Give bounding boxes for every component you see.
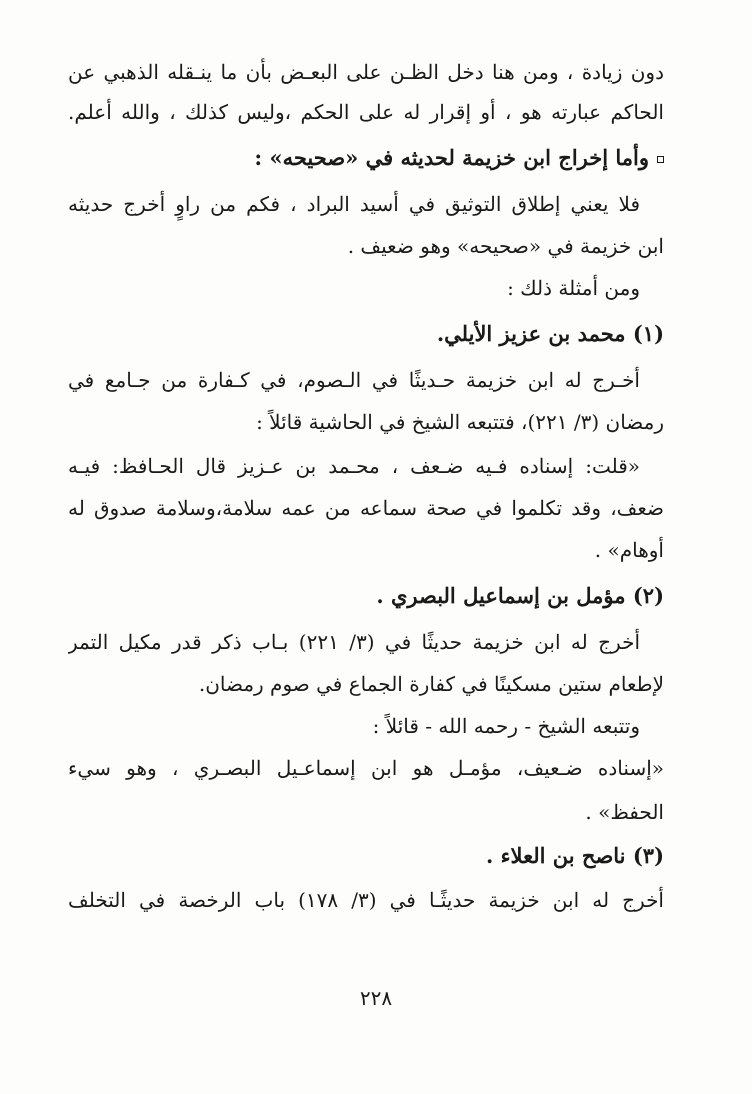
body-line-8: أخرج له ابن خزيمة حديثًا في (٣/ ٢٢١) بـاب ذكر قدر مكيل التمر [68, 630, 640, 654]
body-line-3: فلا يعني إطلاق التوثيق في أسيد البراد ، فكم من راوٍ أخرج حديثه [68, 192, 640, 216]
body-line-7: رمضان (٣/ ٢٢١)، فتتبعه الشيخ في الحاشية قائلاً : [256, 410, 664, 434]
narrator-heading-2: (٢) مؤمل بن إسماعيل البصري . [376, 583, 664, 608]
quote-line-1: «قلت: إسناده فـيه ضـعف ، محـمد بن عـزيز قال الحـافظ: فيـه [68, 454, 640, 478]
quote-line-4: «إسناده ضـعيف، مؤمـل هو ابن إسماعـيل البصـري ، وهو سيء [68, 756, 664, 780]
body-line-9: لإطعام ستين مسكينًا في كفارة الجماع في صوم رمضان. [198, 672, 664, 696]
section-heading [68, 138, 664, 178]
narrator-heading-3: (٣) ناصح بن العلاء . [486, 843, 664, 868]
body-line-10: وتتبعه الشيخ - رحمه الله - قائلاً : [372, 714, 640, 738]
quote-line-2: ضعف، وقد تكلموا في صحة سماعه من عمه سلامة،وسلامة صدوق له [68, 496, 664, 520]
body-line-5: ومن أمثلة ذلك : [507, 276, 640, 300]
square-bullet-icon [657, 156, 664, 163]
quote-line-3: أوهام» . [594, 538, 664, 562]
body-line-11: أخرج له ابن خزيمة حديثًـا في (٣/ ١٧٨) باب الرخصة في التخلف [68, 888, 664, 912]
body-line-6: أخـرج له ابن خزيمة حـديثًا في الـصوم، في كـفارة من جـامع في [68, 368, 640, 392]
narrator-heading-1: (١) محمد بن عزيز الأيلي. [436, 321, 664, 346]
quote-line-5: الحفظ» . [585, 800, 664, 824]
section-heading-text: وأما إخراج ابن خزيمة لحديثه في «صحيحه» : [254, 145, 649, 170]
page-number: ٢٢٨ [359, 986, 393, 1010]
body-line-1: دون زيادة ، ومن هنا دخل الظـن على البعـض بأن ما ينـقله الذهبي عن [68, 60, 664, 84]
body-line-2: الحاكم عبارته هو ، أو إقرار له على الحكم ،وليس كذلك ، والله أعلم. [68, 100, 664, 124]
body-line-4: ابن خزيمة في «صحيحه» وهو ضعيف . [347, 234, 664, 258]
